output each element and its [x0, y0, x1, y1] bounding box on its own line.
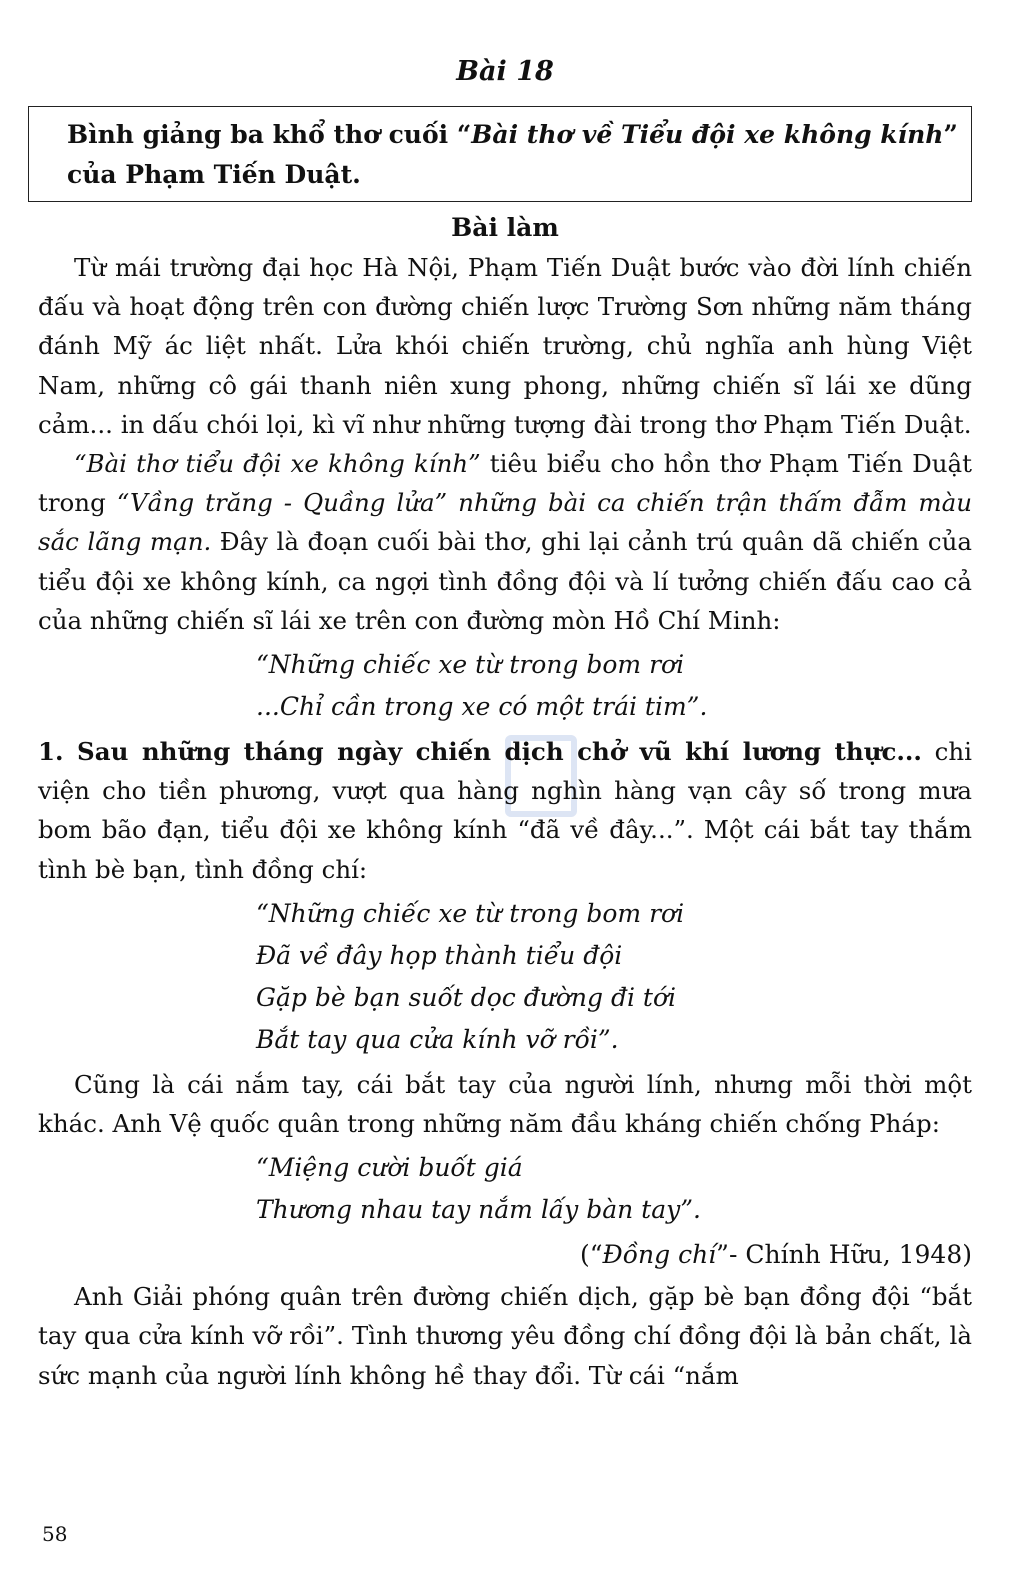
poem-excerpt-1 — [256, 644, 972, 728]
poem-line: ...Chỉ cần trong xe có một trái tim”. — [256, 692, 708, 722]
citation-title: Đồng chí — [602, 1240, 717, 1270]
essay-heading: Bài làm — [451, 213, 559, 242]
paragraph-2 — [38, 444, 972, 640]
citation-rest: ”- Chính Hữu, 1948) — [716, 1240, 972, 1270]
poem-excerpt-3 — [256, 1147, 972, 1231]
citation-open: (“ — [580, 1240, 603, 1270]
citation — [38, 1235, 972, 1275]
paragraph-3-text: chi viện cho tiền phương, vượt qua hàng nghìn hàng vạn cây số trong mưa bom bão đạn, tiểu đội xe không kính “đã về đây...”. Một cái bắt tay thắm tình bè bạn, tình đồng chí: — [38, 737, 973, 884]
task-prefix: Bình giảng ba khổ thơ cuối “ — [67, 120, 472, 149]
poem-line: “Miệng cười buốt giá — [256, 1153, 523, 1183]
section-1-lead: 1. Sau những tháng ngày chiến dịch chở vũ khí lương thực... — [38, 737, 922, 767]
page-number: 58 — [42, 1522, 68, 1546]
task-poem-title: Bài thơ về Tiểu đội xe không kính — [471, 120, 944, 149]
paragraph-5: Anh Giải phóng quân trên đường chiến dịch, gặp bè bạn đồng đội “bắt tay qua cửa kính vỡ rồi”. Tình thương yêu đồng chí đồng đội là bản chất, là sức mạnh của người lính không hề thay đổi. Từ cái “nắm — [38, 1282, 972, 1390]
poem-line: Bắt tay qua cửa kính vỡ rồi”. — [256, 1024, 619, 1054]
poem-excerpt-2 — [256, 893, 972, 1061]
paragraph-4: Cũng là cái nắm tay, cái bắt tay của người lính, nhưng mỗi thời một khác. Anh Vệ quốc quân trong những năm đầu kháng chiến chống Pháp: — [38, 1069, 972, 1139]
paragraph-3 — [38, 732, 972, 889]
task-suffix: ” của Phạm Tiến Duật. — [67, 120, 958, 189]
poem-line: “Những chiếc xe từ trong bom rơi — [256, 650, 685, 680]
poem-line: Thương nhau tay nắm lấy bàn tay”. — [256, 1195, 701, 1225]
paragraph-2-italic-1: “Bài thơ tiểu đội xe không kính” — [74, 449, 481, 479]
paragraph-2-italic-2: “Vầng trăng - Quầng lửa” những bài ca chiến trận thấm đẫm màu sắc lãng mạn. — [38, 488, 973, 557]
poem-line: “Những chiếc xe từ trong bom rơi — [256, 898, 685, 928]
poem-line: Đã về đây họp thành tiểu đội — [256, 940, 623, 970]
lesson-title: Bài 18 — [456, 56, 554, 87]
poem-line: Gặp bè bạn suốt dọc đường đi tới — [256, 982, 676, 1012]
paragraph-2-text-2: Đây là đoạn cuối bài thơ, ghi lại cảnh trú quân dã chiến của tiểu đội xe không kính, ca ngợi tình đồng đội và lí tưởng chiến đấu cao cả của những chiến sĩ lái xe trên con đường mòn Hồ Chí Minh: — [38, 527, 972, 635]
paragraph-1: Từ mái trường đại học Hà Nội, Phạm Tiến Duật bước vào đời lính chiến đấu và hoạt động trên con đường chiến lược Trường Sơn những năm tháng đánh Mỹ ác liệt nhất. Lửa khói chiến trường, chủ nghĩa anh hùng Việt Nam, những cô gái thanh niên xung phong, những chiến sĩ lái xe dũng cảm... in dấu chói lọi, kì vĩ như những tượng đài trong thơ Phạm Tiến Duật. — [38, 253, 972, 439]
paragraph-2-text-1: tiêu biểu cho hồn thơ Phạm Tiến Duật trong — [38, 449, 973, 518]
task-box — [28, 106, 972, 202]
document-page — [38, 52, 972, 1395]
